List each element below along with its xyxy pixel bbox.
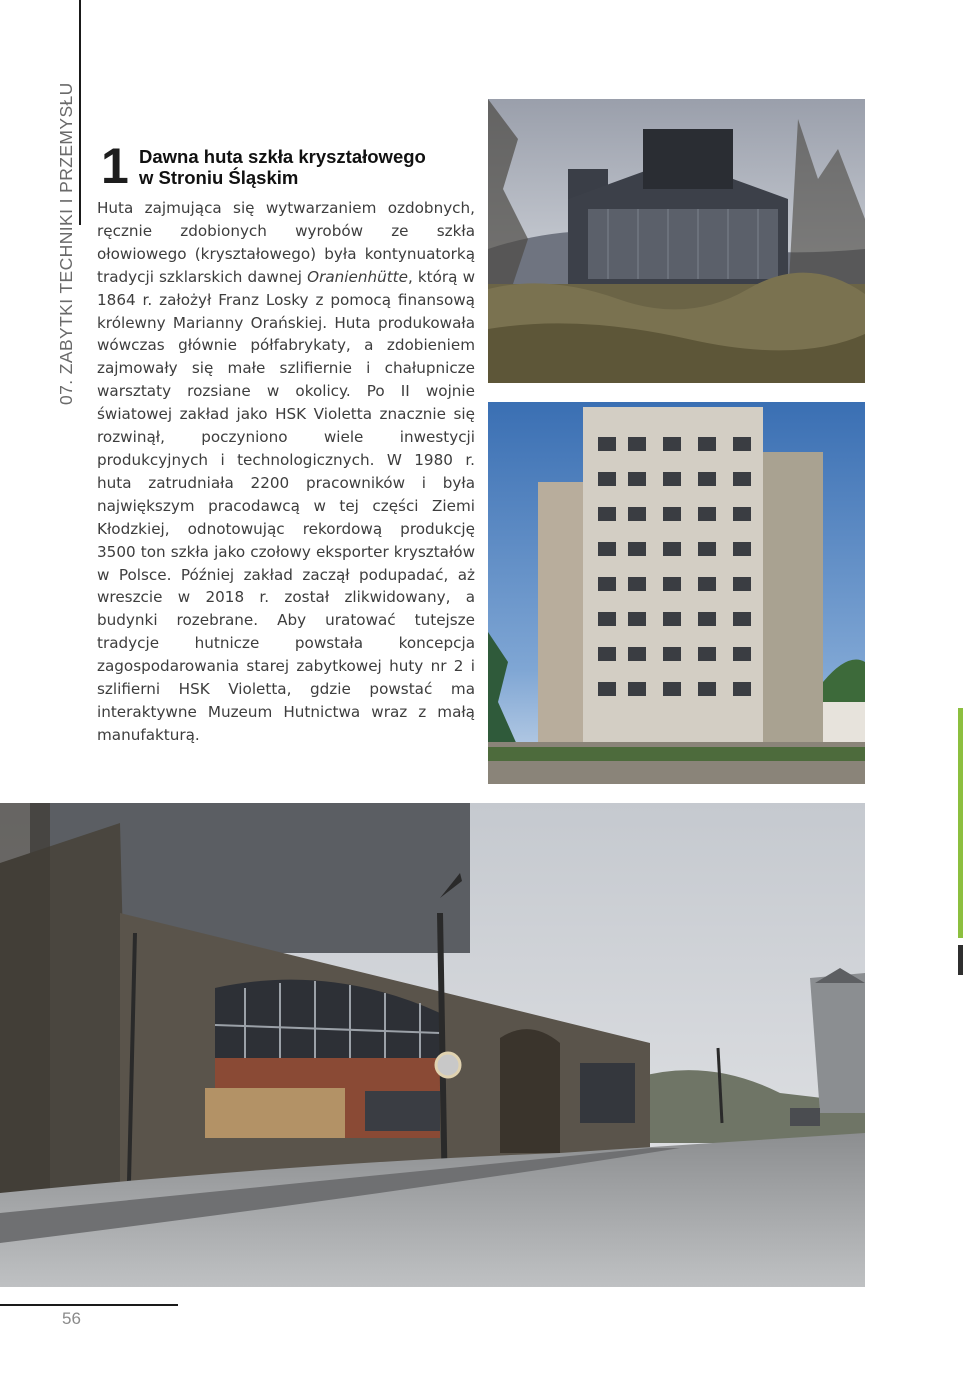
edge-marker-dark	[958, 945, 963, 975]
body-text-part2: , którą w 1864 r. założył Franz Losky z pomocą finansową królewny Marianny Orańskiej. Huta produkowała wówczas głównie półfabrykaty, a zdobieniem zajmowały się małe szlifiernie i chałupnicze warsztaty rozsiane w okolicy. Po II wojnie światowej zakład jako HSK Violetta znacznie się rozwinął, poczyniono wiele inwestycji produkcyjnych i technologicznych. W 1980 r. huta zatrudniała 2200 pracowników i była największym pracodawcą w tej części Ziemi Kłodzkiej, odnotowując rekordową produkcję 3500 ton szkła jako czołowy eksporter kryształów w Polsce. Później zakład zaczął podupadać, aż wreszcie w 2018 r. został zlikwidowany, a budynki rozebrane. Aby uratować tutejsze tradycje hutnicze powstała koncepcja zagospodarowania starej zabytkowej huty nr 2 i szlifierni HSK Violetta, gdzie powstać ma interaktywne Muzeum Hutnictwa wraz z małą manufakturą.	[97, 267, 475, 744]
heading-title-line2: w Stroniu Śląskim	[139, 167, 299, 188]
section-label: 07. ZABYTKI TECHNIKI I PRZEMYSŁU	[56, 82, 76, 405]
heading-number: 1	[101, 138, 127, 194]
body-text-italic: Oranienhütte	[307, 267, 408, 286]
top-vertical-rule	[79, 0, 81, 225]
photo-glassworks-ruin	[488, 99, 865, 383]
photo-office-building	[488, 402, 865, 784]
page-number: 56	[62, 1309, 81, 1328]
heading-title-line1: Dawna huta szkła kryształowego	[139, 146, 426, 167]
edge-marker-green	[958, 708, 963, 938]
photo-old-glassworks-street	[0, 803, 865, 1287]
body-text	[97, 197, 475, 747]
heading-title	[139, 146, 479, 188]
footer-rule	[0, 1304, 178, 1306]
body-text-part1: Huta zajmująca się wytwarzaniem ozdobnych, ręcznie zdobionych wyrobów ze szkła ołowiowego (kryształowego) była kontynuatorką tradycji szklarskich dawnej	[97, 199, 475, 286]
